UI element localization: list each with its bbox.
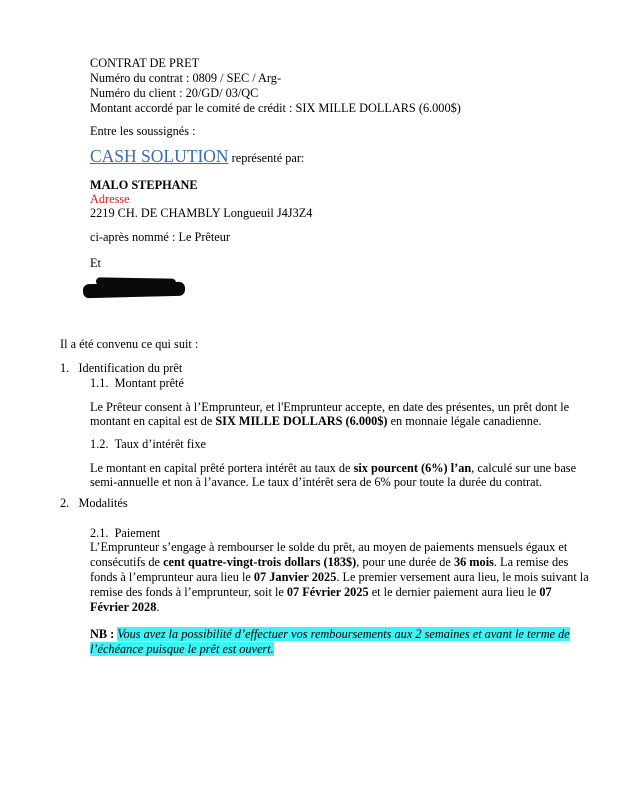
section-1-1-para-line2	[90, 414, 542, 429]
payment-line3	[90, 570, 589, 585]
payment-line2	[90, 555, 568, 570]
last-payment-day-bold: 07	[539, 585, 552, 599]
text-span: . La remise des	[493, 555, 569, 569]
text-span: montant en capital est de	[90, 414, 216, 428]
payment-line1: L’Emprunteur s’engage à rembourser le solde du prêt, au moyen de paiements mensuels égaux et	[90, 540, 568, 554]
section-1-1-para-line1: Le Prêteur consent à l’Emprunteur, et l'Emprunteur accepte, en date des présentes, un prêt dont le	[90, 400, 570, 414]
text-span: Le montant en capital prêté portera intérêt au taux de	[90, 461, 354, 475]
company-name-link[interactable]: CASH SOLUTION	[90, 146, 229, 166]
note-label: NB :	[90, 627, 118, 641]
funding-date-bold: 07 Janvier 2025	[253, 570, 337, 584]
text-span: .	[156, 600, 160, 614]
text-span: remise des fonds à l’emprunteur, soit le	[90, 585, 287, 599]
section-1-title: 1. Identification du prêt	[60, 361, 183, 375]
approved-amount: Montant accordé par le comité de crédit : SIX MILLE DOLLARS (6.000$)	[90, 101, 461, 115]
section-1-2-para-line1	[90, 461, 576, 476]
section-2-title: 2. Modalités	[60, 496, 128, 510]
text-span: , calculé sur une base	[471, 461, 577, 475]
note-highlight-text: l’échéance puisque le prêt est ouvert.	[90, 642, 274, 656]
address-label: Adresse	[90, 192, 130, 206]
text-span: , pour une durée de	[356, 555, 454, 569]
redaction-bar	[83, 282, 185, 299]
payment-line4	[90, 585, 552, 600]
duration-bold: 36 mois	[453, 555, 494, 569]
text-span: et le dernier paiement aura lieu le	[368, 585, 540, 599]
address: 2219 CH. DE CHAMBLY Longueuil J4J3Z4	[90, 206, 313, 220]
payment-line5	[90, 600, 159, 615]
text-span: fonds à l’emprunteur aura lieu le	[90, 570, 254, 584]
loan-amount-bold: SIX MILLE DOLLARS (6.000$)	[215, 414, 388, 428]
agreed-heading: Il a été convenu ce qui suit :	[60, 337, 199, 351]
text-span: consécutifs de	[90, 555, 164, 569]
note-highlight-text: Vous avez la possibilité d’effectuer vos remboursements aux 2 semaines et avant le terme de	[117, 627, 570, 641]
represented-by: représenté par:	[228, 151, 305, 165]
and-label: Et	[90, 256, 101, 270]
representative-name: MALO STEPHANE	[90, 178, 198, 192]
lender-named: ci-après nommé : Le Prêteur	[90, 230, 230, 244]
parties-intro: Entre les soussignés :	[90, 124, 196, 138]
section-1-2-title: 1.2. Taux d’intérêt fixe	[90, 437, 206, 451]
last-payment-date-bold: Février 2028	[90, 600, 157, 614]
text-span: en monnaie légale canadienne.	[387, 414, 542, 428]
text-span: . Le premier versement aura lieu, le mois suivant la	[336, 570, 589, 584]
note-line1	[90, 627, 570, 642]
note-line2	[90, 642, 274, 657]
monthly-payment-bold: cent quatre-vingt-trois dollars (183$)	[163, 555, 357, 569]
contract-number: Numéro du contrat : 0809 / SEC / Arg-	[90, 71, 282, 85]
contract-title: CONTRAT DE PRET	[90, 56, 200, 70]
client-number: Numéro du client : 20/GD/ 03/QC	[90, 86, 259, 100]
section-1-2-para-line2: semi-annuelle et non à l’avance. Le taux d’intérêt sera de 6% pour toute la durée du contrat.	[90, 475, 543, 489]
interest-rate-bold: six pourcent (6%) l’an	[353, 461, 472, 475]
section-1-1-title: 1.1. Montant prêté	[90, 376, 184, 390]
lender-line	[90, 146, 304, 166]
section-2-1-title: 2.1. Paiement	[90, 526, 161, 540]
first-payment-date-bold: 07 Février 2025	[286, 585, 369, 599]
